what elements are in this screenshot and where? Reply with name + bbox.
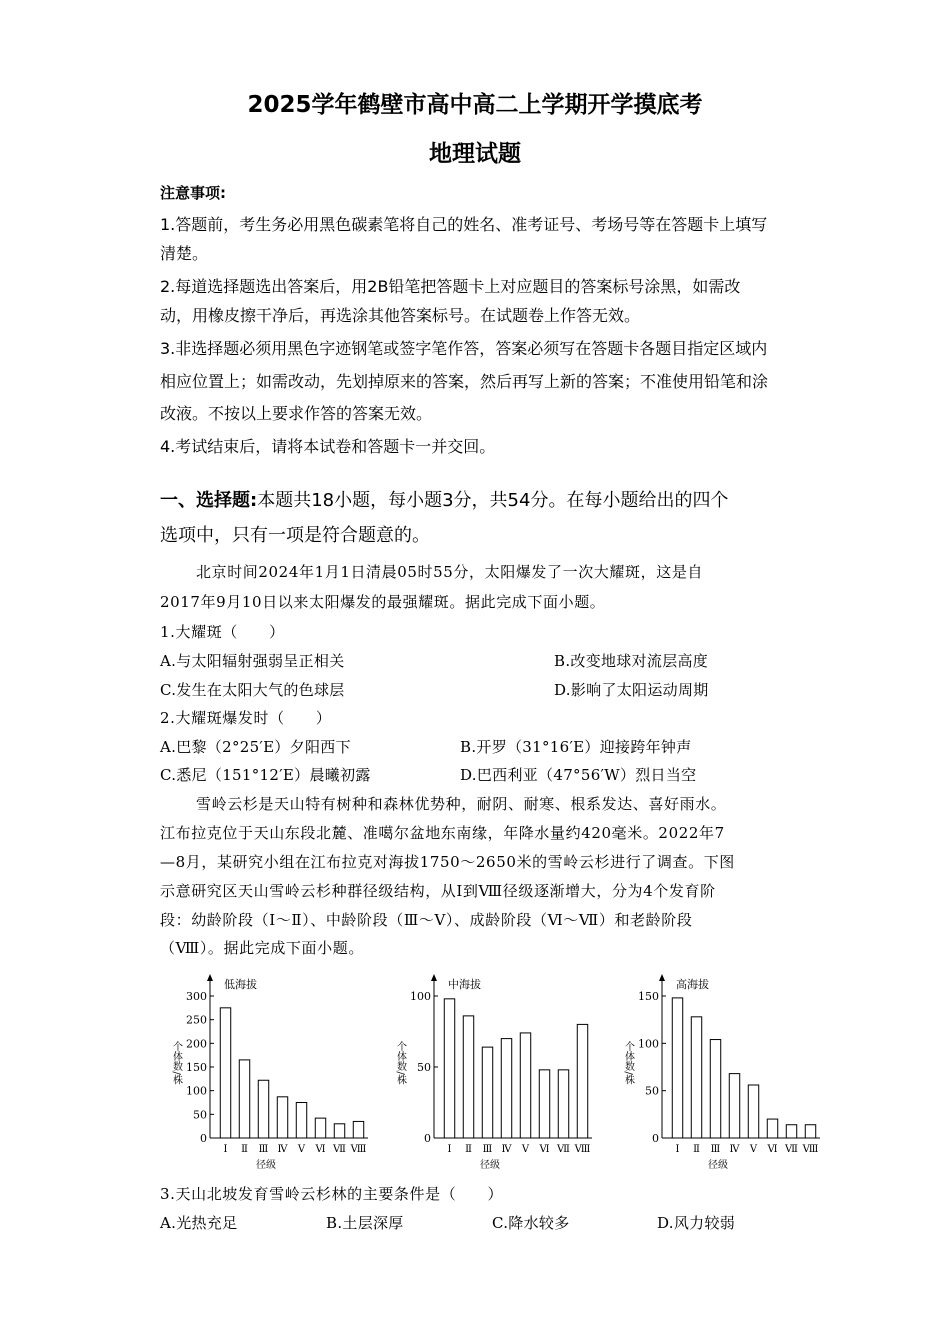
passage-line: 雪岭云杉是天山特有树种和森林优势种，耐阴、耐寒、根系发达、喜好雨水。	[196, 795, 727, 813]
x-tick-label: Ⅷ	[350, 1144, 367, 1155]
option-b[interactable]: B.改变地球对流层高度	[554, 652, 709, 670]
x-axis-label: 径级	[708, 1160, 728, 1171]
passage-line: —8月，某研究小组在江布拉克对海拔1750～2650米的雪岭云杉进行了调查。下图	[160, 853, 735, 871]
notice-line: 动，用橡皮擦干净后，再选涂其他答案标号。在试题卷上作答无效。	[160, 306, 641, 325]
bar	[786, 1125, 796, 1138]
bar-chart-mid-altitude	[384, 968, 604, 1178]
passage-line: 江布拉克位于天山东段北麓、准噶尔盆地东南缘，年降水量约420毫米。2022年7	[160, 824, 725, 842]
option-a[interactable]: A.与太阳辐射强弱呈正相关	[160, 652, 345, 670]
exam-title-line2: 地理试题	[429, 141, 521, 167]
bar	[520, 1033, 530, 1138]
section-label: 一、选择题:	[160, 490, 258, 511]
option-d[interactable]: D.影响了太阳运动周期	[554, 681, 709, 699]
y-axis-label: 个体数/株	[394, 1041, 406, 1085]
bar	[258, 1080, 268, 1138]
bar	[691, 1017, 701, 1138]
option-d[interactable]: D.巴西利亚（47°56′W）烈日当空	[460, 766, 697, 784]
bar	[539, 1070, 549, 1138]
question-stem: 3.天山北坡发育雪岭云杉林的主要条件是（ ）	[160, 1185, 504, 1203]
bar	[501, 1039, 511, 1138]
option-c[interactable]: C.发生在太阳大气的色球层	[160, 681, 345, 699]
bar-chart-high-altitude	[612, 968, 832, 1178]
y-tick-label: 250	[186, 1013, 207, 1027]
option-d[interactable]: D.风力较弱	[657, 1214, 736, 1232]
x-axis-label: 径级	[256, 1160, 276, 1171]
passage-line: 段：幼龄阶段（Ⅰ～Ⅱ）、中龄阶段（Ⅲ～Ⅴ）、成龄阶段（Ⅵ～Ⅶ）和老龄阶段	[160, 911, 693, 929]
passage-line: 北京时间2024年1月1日清晨05时55分，太阳爆发了一次大耀斑，这是自	[196, 563, 704, 581]
bar	[353, 1121, 363, 1138]
x-tick-label: Ⅰ	[447, 1144, 452, 1155]
x-tick-label: Ⅰ	[675, 1144, 680, 1155]
x-tick-label: Ⅳ	[501, 1144, 512, 1155]
x-tick-label: Ⅷ	[802, 1144, 819, 1155]
option-b[interactable]: B.开罗（31°16′E）迎接跨年钟声	[460, 738, 692, 756]
passage-line: （Ⅷ）。据此完成下面小题。	[160, 939, 364, 957]
x-axis-label: 径级	[480, 1160, 500, 1171]
y-tick-label: 50	[193, 1108, 207, 1122]
bar	[767, 1119, 777, 1138]
exam-title-line1: 2025学年鹤壁市高中高二上学期开学摸底考	[247, 92, 703, 118]
x-tick-label: Ⅲ	[482, 1144, 493, 1155]
y-tick-label: 0	[652, 1132, 659, 1145]
section-heading	[160, 486, 728, 512]
question-stem: 2.大耀斑爆发时（ ）	[160, 709, 332, 727]
notice-line: 2.每道选择题选出答案后，用2B铅笔把答题卡上对应题目的答案标号涂黑，如需改	[160, 277, 741, 296]
y-axis-label: 个体数/株	[622, 1041, 634, 1085]
section-description-line2: 选项中，只有一项是符合题意的。	[160, 525, 430, 546]
passage-line: 2017年9月10日以来太阳爆发的最强耀斑。据此完成下面小题。	[160, 593, 606, 611]
notice-heading: 注意事项:	[160, 184, 226, 202]
y-axis-label: 个体数/株	[170, 1041, 182, 1085]
x-tick-label: Ⅲ	[710, 1144, 721, 1155]
x-tick-label: Ⅱ	[693, 1144, 700, 1155]
y-tick-label: 150	[186, 1061, 207, 1074]
x-tick-label: Ⅰ	[223, 1144, 228, 1155]
y-tick-label: 100	[186, 1084, 207, 1098]
notice-line: 1.答题前，考生务必用黑色碳素笔将自己的姓名、准考证号、考场号等在答题卡上填写	[160, 215, 768, 234]
question-stem: 1.大耀斑（ ）	[160, 623, 285, 641]
bar	[672, 998, 682, 1138]
x-tick-label: Ⅵ	[315, 1144, 326, 1155]
bar	[277, 1097, 287, 1138]
y-tick-label: 150	[638, 990, 659, 1003]
notice-line: 相应位置上；如需改动，先划掉原来的答案，然后再写上新的答案；不准使用铅笔和涂	[160, 372, 769, 391]
bar	[315, 1118, 325, 1138]
y-axis-arrow	[659, 974, 665, 981]
x-tick-label: Ⅶ	[557, 1144, 570, 1155]
y-tick-label: 50	[417, 1061, 431, 1074]
x-tick-label: Ⅴ	[749, 1144, 758, 1155]
notice-line: 3.非选择题必须用黑色字迹钢笔或签字笔作答，答案必须写在答题卡各题目指定区域内	[160, 339, 768, 358]
option-a[interactable]: A.光热充足	[160, 1214, 238, 1232]
section-description: 本题共18小题，每小题3分，共54分。在每小题给出的四个	[257, 490, 729, 511]
chart-title: 中海拔	[448, 978, 481, 991]
x-tick-label: Ⅵ	[539, 1144, 550, 1155]
bar	[334, 1124, 344, 1138]
chart-title: 低海拔	[224, 978, 257, 991]
x-tick-label: Ⅴ	[297, 1144, 306, 1155]
y-tick-label: 100	[638, 1037, 659, 1051]
bar	[463, 1016, 473, 1138]
x-tick-label: Ⅶ	[785, 1144, 798, 1155]
bar-chart-low-altitude	[160, 968, 380, 1178]
option-c[interactable]: C.降水较多	[492, 1214, 570, 1232]
notice-line: 4.考试结束后，请将本试卷和答题卡一并交回。	[160, 437, 496, 456]
bar	[805, 1125, 815, 1138]
option-c[interactable]: C.悉尼（151°12′E）晨曦初露	[160, 766, 371, 784]
option-b[interactable]: B.土层深厚	[326, 1214, 404, 1232]
y-tick-label: 100	[410, 990, 431, 1003]
bar	[444, 999, 454, 1138]
x-tick-label: Ⅴ	[521, 1144, 530, 1155]
notice-line: 清楚。	[160, 244, 209, 263]
bar	[729, 1074, 739, 1138]
x-tick-label: Ⅱ	[241, 1144, 248, 1155]
x-tick-label: Ⅲ	[258, 1144, 269, 1155]
y-axis-arrow	[431, 974, 437, 981]
y-tick-label: 0	[200, 1132, 207, 1145]
chart-title: 高海拔	[676, 978, 709, 991]
x-tick-label: Ⅵ	[767, 1144, 778, 1155]
bar	[748, 1085, 758, 1138]
bar	[577, 1024, 587, 1138]
bar	[482, 1047, 492, 1138]
bar	[239, 1060, 249, 1138]
x-tick-label: Ⅱ	[465, 1144, 472, 1155]
bar	[220, 1008, 230, 1138]
y-tick-label: 200	[186, 1037, 207, 1051]
x-tick-label: Ⅳ	[277, 1144, 288, 1155]
bar	[558, 1070, 568, 1138]
notice-line: 改液。不按以上要求作答的答案无效。	[160, 404, 433, 423]
x-tick-label: Ⅳ	[729, 1144, 740, 1155]
y-tick-label: 0	[424, 1132, 431, 1145]
x-tick-label: Ⅶ	[333, 1144, 346, 1155]
y-tick-label: 50	[645, 1084, 659, 1098]
y-tick-label: 300	[186, 990, 207, 1003]
option-a[interactable]: A.巴黎（2°25′E）夕阳西下	[160, 738, 351, 756]
y-axis-arrow	[207, 974, 213, 981]
x-tick-label: Ⅷ	[574, 1144, 591, 1155]
bar	[296, 1103, 306, 1139]
passage-line: 示意研究区天山雪岭云杉种群径级结构，从Ⅰ到Ⅷ径级逐渐增大，分为4个发育阶	[160, 882, 716, 900]
bar	[710, 1040, 720, 1138]
